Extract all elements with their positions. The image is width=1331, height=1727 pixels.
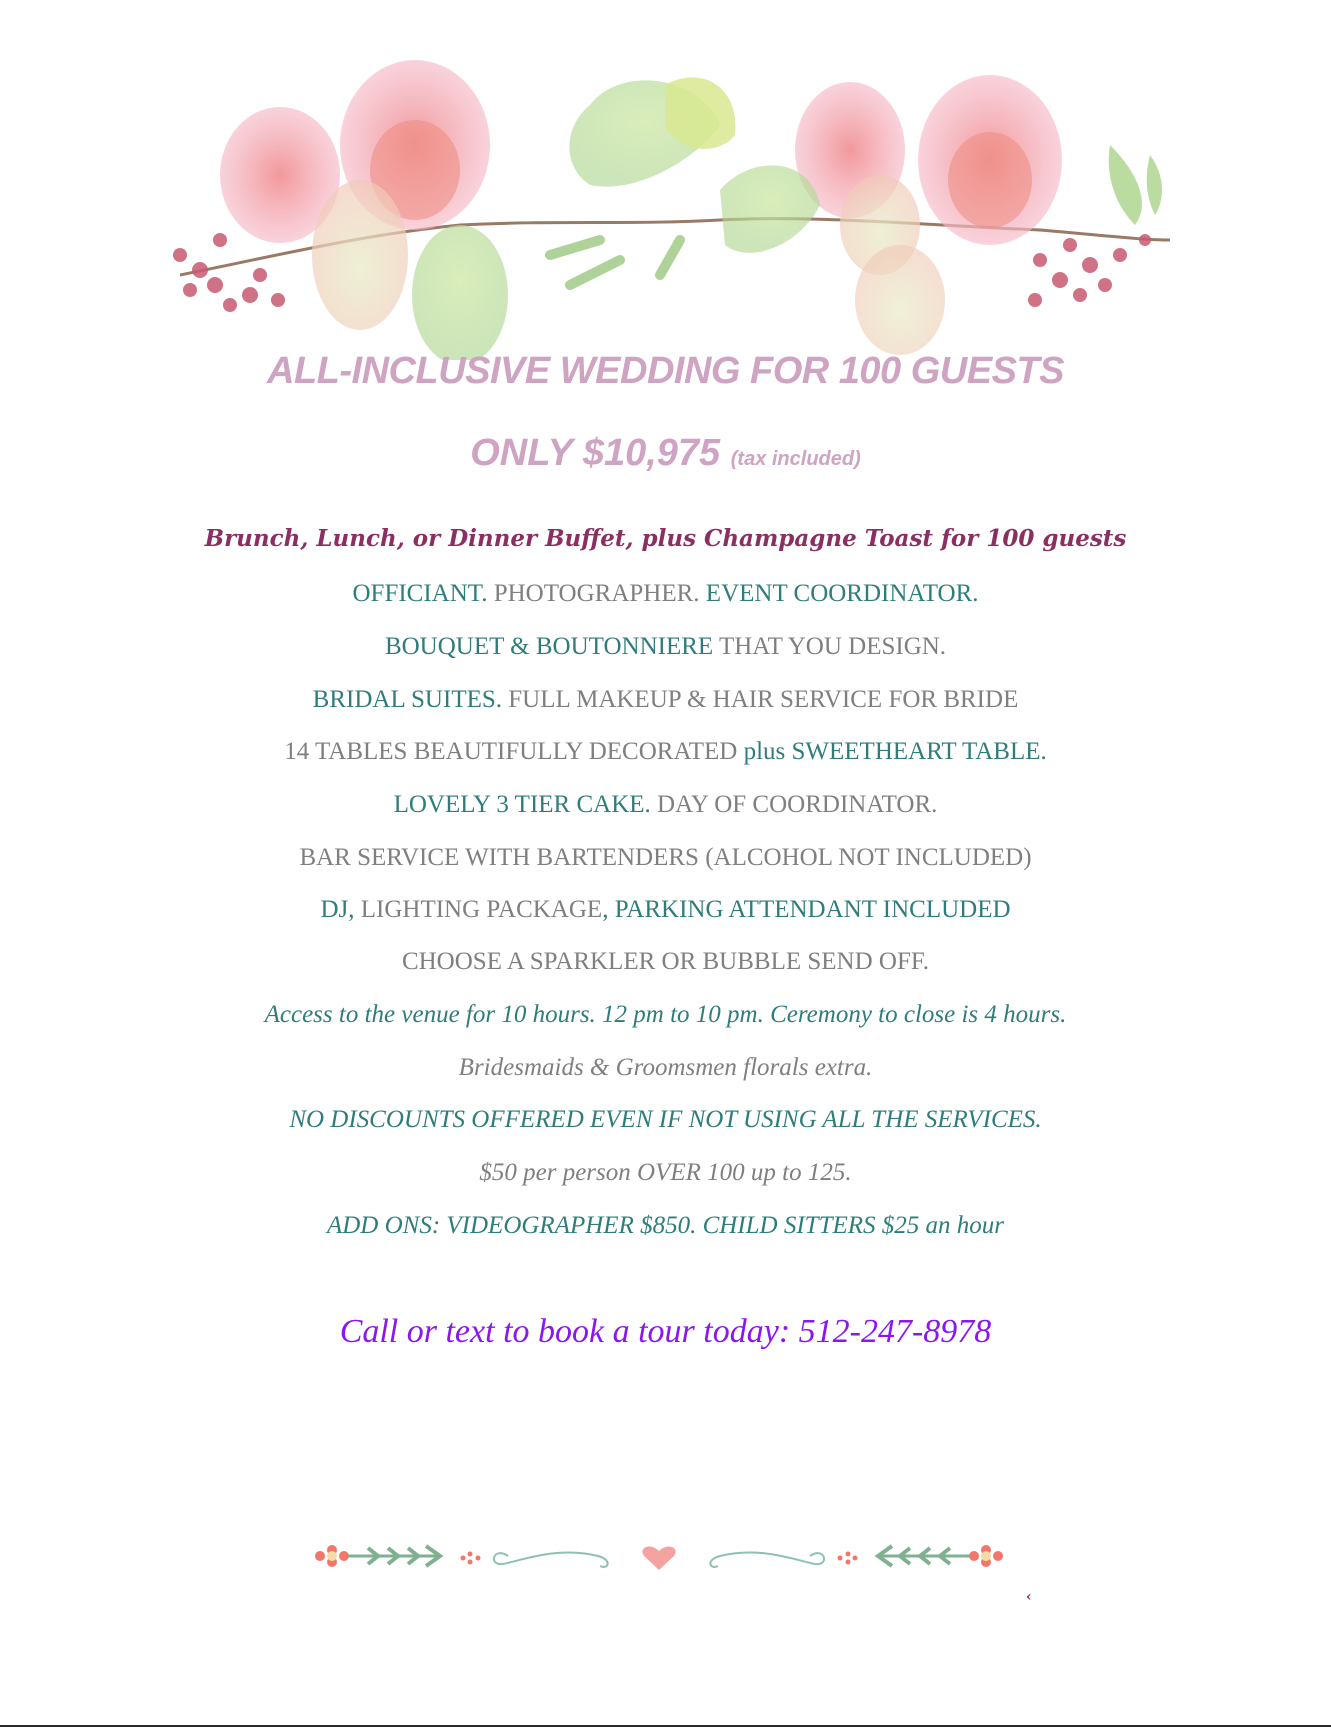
terms-discounts: NO DISCOUNTS OFFERED EVEN IF NOT USING ALL THE SERVICES. <box>289 1106 1042 1133</box>
terms-florals: Bridesmaids & Groomsmen florals extra. <box>458 1054 873 1081</box>
service-line-entertainment <box>0 896 1331 924</box>
terms-extra-guests: $50 per person OVER 100 up to 125. <box>479 1159 852 1186</box>
service-line-cake <box>0 791 1331 819</box>
bouquet-text: BOUQUET & BOUTONNIERE <box>384 633 714 660</box>
officiant-text: OFFICIANT. <box>352 580 488 607</box>
sweetheart-table-text: plus SWEETHEART TABLE. <box>743 738 1047 765</box>
floral-heart-divider-icon <box>308 1536 1010 1582</box>
meal-service-line: Brunch, Lunch, or Dinner Buffet, plus Champagne Toast for 100 guests <box>204 525 1127 552</box>
service-line-bar: BAR SERVICE WITH BARTENDERS (ALCOHOL NOT INCLUDED) <box>299 844 1032 871</box>
lighting-text: LIGHTING PACKAGE <box>354 896 603 923</box>
bridal-suites-text: BRIDAL SUITES. <box>312 686 503 713</box>
cake-text: LOVELY 3 TIER CAKE. <box>393 791 651 818</box>
flower-right-icon <box>969 1545 1003 1567</box>
terms-add-ons: ADD ONS: VIDEOGRAPHER $850. CHILD SITTERS $25 an hour <box>326 1212 1005 1239</box>
parking-text: , PARKING ATTENDANT INCLUDED <box>602 896 1011 923</box>
dj-text: DJ, <box>320 896 355 923</box>
makeup-hair-text: FULL MAKEUP & HAIR SERVICE FOR BRIDE <box>502 686 1019 713</box>
floral-banner-image <box>160 25 1180 360</box>
flower-left-icon <box>315 1545 349 1567</box>
service-line-bridal <box>0 686 1331 714</box>
terms-access: Access to the venue for 10 hours. 12 pm to 10 pm. Ceremony to close is 4 hours. <box>264 1001 1067 1028</box>
service-line-tables <box>0 738 1331 766</box>
heart-icon <box>642 1547 675 1570</box>
design-text: THAT YOU DESIGN. <box>713 633 947 660</box>
service-line-sendoff: CHOOSE A SPARKLER OR BUBBLE SEND OFF. <box>401 948 930 975</box>
price-label: ONLY $10,975 <box>470 432 721 474</box>
tables-text: 14 TABLES BEAUTIFULLY DECORATED <box>284 738 744 765</box>
price-line <box>0 432 1331 475</box>
service-line-florals <box>0 633 1331 661</box>
event-coordinator-text: EVENT COORDINATOR. <box>699 580 979 607</box>
day-coordinator-text: DAY OF COORDINATOR. <box>650 791 938 818</box>
photographer-text: PHOTOGRAPHER. <box>487 580 700 607</box>
page-title: ALL-INCLUSIVE WEDDING FOR 100 GUESTS <box>267 350 1064 392</box>
service-line-staff <box>0 580 1331 608</box>
stray-mark: ‹ <box>1026 1589 1032 1605</box>
contact-cta: Call or text to book a tour today: 512-247-8978 <box>339 1313 992 1350</box>
price-note: (tax included) <box>730 448 861 470</box>
